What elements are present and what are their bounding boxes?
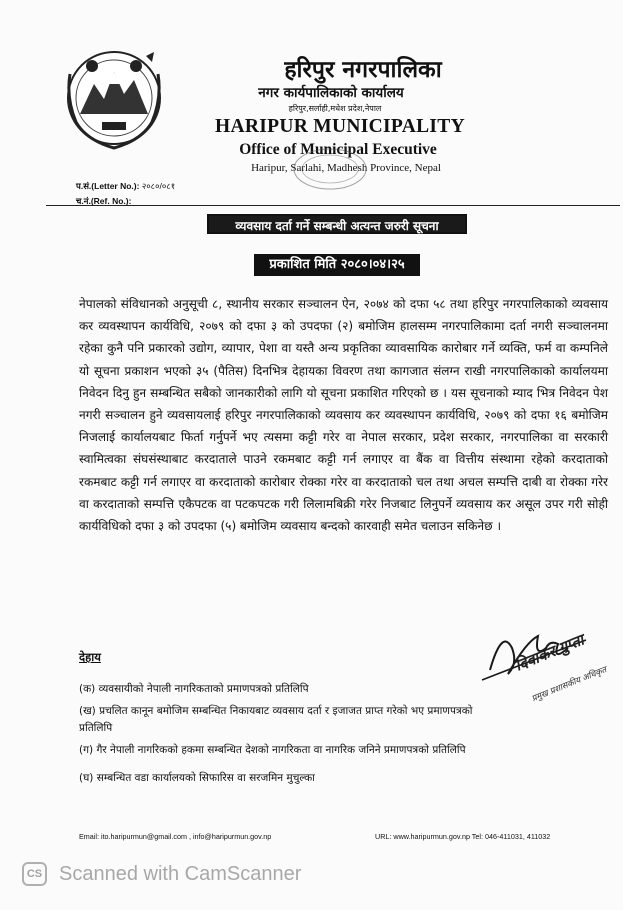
notice-title: व्यवसाय दर्ता गर्ने सम्बन्धी अत्यन्त जरुरी सूचना bbox=[207, 214, 467, 234]
office-name-en: Office of Municipal Executive bbox=[239, 141, 437, 158]
nepal-emblem-logo bbox=[62, 44, 166, 156]
signatory-title: प्रमुख प्रशासकीय अधिकृत bbox=[530, 665, 609, 705]
notice-body: नेपालको संविधानको अनुसूची ८, स्थानीय सरकार सञ्चालन ऐन, २०७४ को दफा ५८ तथा हरिपुर नगरपालिकाको व्यवसाय कर व्यवस्थापन कार्यविधि, २०७९ को दफा ३ को उपदफा (२) बमोजिम हालसम्म नगरपालिकामा दर्ता नगरी सञ्चालनमा रहेका कुनै पनि प्रकारको उद्योग, व्यापार, पेशा वा यस्तै अन्य प्रकृतिका व्यावसायिक कारोबार गर्ने व्यक्ति, फर्म वा कम्पनिले यो सूचना प्रकाशन भएको ३५ (पैतिस) दिनभित्र देहायका विवरण तथा कागजात संलग्न राखी नगरपालिकाको कार्यालयमा निवेदन दिनु हुन सम्बन्धित सबैको जानकारीको लागि यो सूचना प्रकाशित गरिएको छ । यस सूचनाको म्याद भित्र निवेदन पेश नगरी सञ्चालन हुने व्यवसायलाई हरिपुर नगरपालिकाको व्यवसाय कर व्यवस्थापन कार्यविधि, २०७९ को दफा १६ बमोजिम निजलाई कार्यालयबाट फिर्ता गर्नुपर्ने भए त्यसमा कट्टी गरेर वा नेपाल सरकार, प्रदेश सरकार, नगरपालिका वा सरकारी स्वामित्वका संघसंस्थाबाट करदाताले पाउने रकमबाट कट्टी गर्न लगाएर वा बैंक वा वित्तीय संस्थामा रहेको करदाताको रकमबाट कट्टी गर्न लगाएर वा करदाताको कारोबार रोक्का गरेर वा करदाताको चल तथा अचल सम्पत्ति दाबी वा रोक्का गरेर वा करदाताको सम्पत्ति एकैपटक वा पटकपटक गरी लिलामबिक्री गरेर निजबाट लिनुपर्ने व्यवसाय कर असूल उपर गरी सोही कार्यविधिको दफा ३ को उपदफा (५) बमोजिम व्यवसाय बन्दको कारवाही समेत चलाउन सकिनेछ । bbox=[79, 297, 608, 534]
published-date: प्रकाशित मिति २०८०।०४।२५ bbox=[254, 254, 420, 276]
address-np: हरिपुर,सर्लाही,मधेश प्रदेश,नेपाल bbox=[288, 104, 382, 113]
signatory-name: दिवाकर गुप्ता bbox=[512, 630, 587, 675]
list-item: (ख) प्रचलित कानून बमोजिम सम्बन्धित निकायबाट व्यवसाय दर्ता र इजाजत प्राप्त गरेको भए प्रमाणपत्रको प्रतिलिपि bbox=[79, 705, 473, 734]
header-divider bbox=[46, 205, 620, 206]
footer-url-tel: URL: www.haripurmun.gov.np Tel: 046-411031, 411032 bbox=[375, 832, 551, 841]
list-item: (क) व्यवसायीको नेपाली नागरिकताको प्रमाणपत्रको प्रतिलिपि bbox=[79, 683, 309, 695]
list-item: (ग) गैर नेपाली नागरिकको हकमा सम्बन्धित देशको नागरिकता वा नागरिक जनिने प्रमाणपत्रको प्रतिलिपि bbox=[79, 744, 466, 756]
letter-number-value: २०८०/०८१ bbox=[141, 181, 176, 191]
letter-number bbox=[76, 181, 175, 192]
camscanner-logo-icon: CS bbox=[22, 862, 47, 886]
letter-number-label: प.सं.(Letter No.): bbox=[76, 181, 140, 191]
reference-number-label: च.नं.(Ref. No.): bbox=[76, 196, 132, 206]
municipality-title-en: HARIPUR MUNICIPALITY bbox=[215, 116, 465, 137]
camscanner-watermark bbox=[22, 860, 301, 888]
list-item: (घ) सम्बन्धित वडा कार्यालयको सिफारिस वा सरजमिन मुचुल्का bbox=[79, 772, 315, 784]
address-en: Haripur, Sarlahi, Madhesh Province, Nepal bbox=[251, 162, 441, 174]
camscanner-text: Scanned with CamScanner bbox=[59, 862, 302, 885]
office-stamp bbox=[290, 146, 370, 192]
municipality-title-np: हरिपुर नगरपालिका bbox=[284, 57, 442, 83]
list-heading: देहाय bbox=[79, 650, 101, 664]
office-name-np: नगर कार्यपालिकाको कार्यालय bbox=[258, 85, 404, 101]
footer-email: Email: ito.haripurmun@gmail.com , info@haripurmun.gov.np bbox=[79, 832, 272, 841]
